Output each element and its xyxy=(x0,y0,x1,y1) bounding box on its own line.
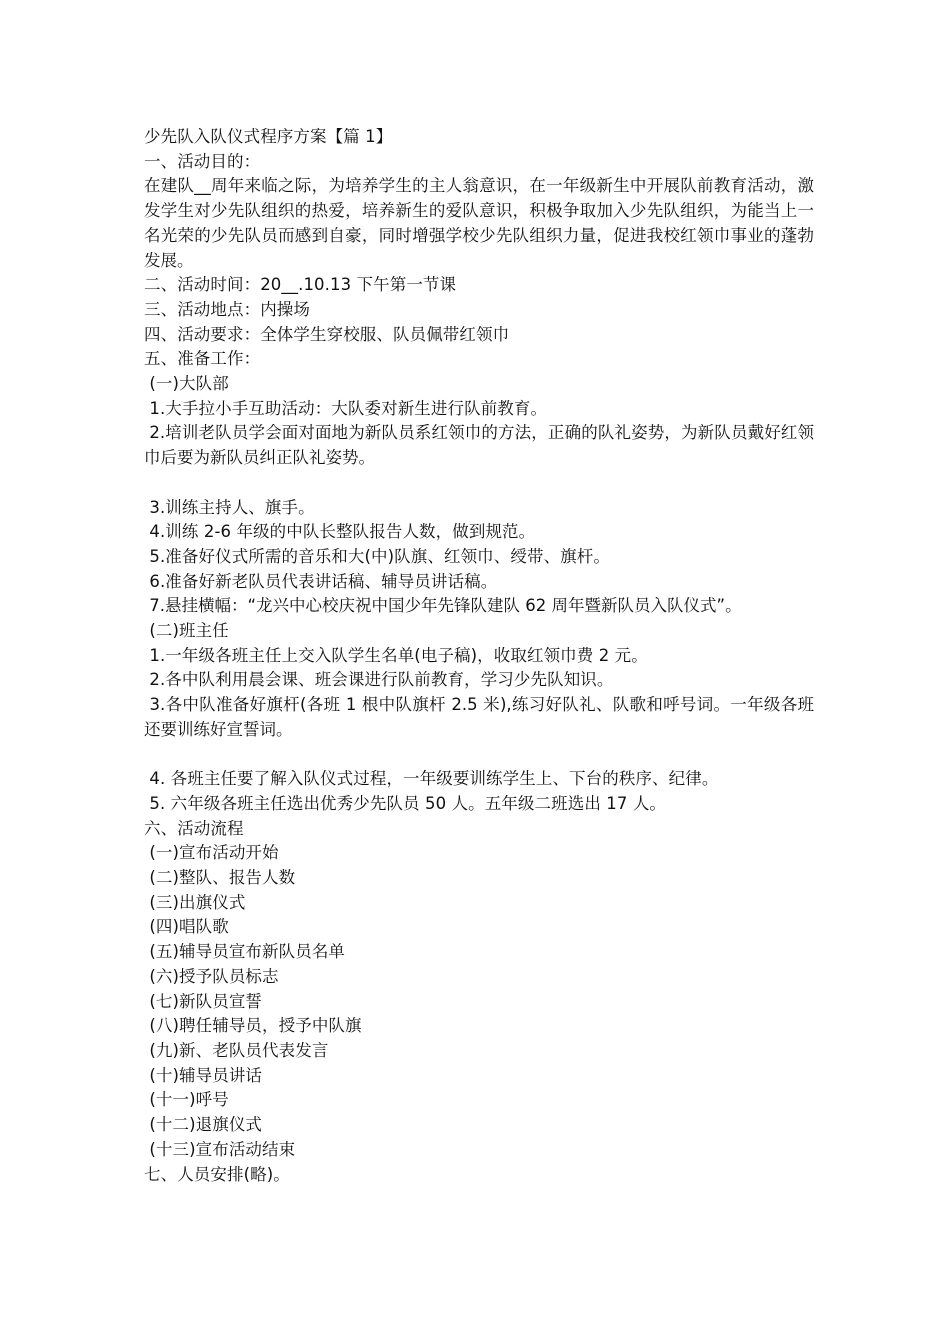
flow-item: (十二)退旗仪式 xyxy=(144,1115,263,1135)
section5-heading: 五、准备工作： xyxy=(144,349,261,369)
section1-heading: 一、活动目的： xyxy=(144,151,261,171)
prep-b-heading: (二)班主任 xyxy=(144,621,229,641)
prep-a-item: 3.训练主持人、旗手。 xyxy=(144,497,315,517)
prep-b-item: 4. 各班主任要了解入队仪式过程，一年级要训练学生上、下台的秩序、纪律。 xyxy=(144,769,719,789)
prep-a-item: 7.悬挂横幅：“龙兴中心校庆祝中国少年先锋队建队 62 周年暨新队员入队仪式”。 xyxy=(144,596,742,616)
flow-item: (八)聘任辅导员，授予中队旗 xyxy=(144,1016,362,1036)
document-title: 少先队入队仪式程序方案【篇 1】 xyxy=(144,127,393,146)
prep-a-item: 6.准备好新老队员代表讲话稿、辅导员讲话稿。 xyxy=(144,571,498,591)
section7-staffing: 七、人员安排(略)。 xyxy=(144,1164,290,1184)
flow-item: (一)宣布活动开始 xyxy=(144,843,279,863)
flow-item: (十一)呼号 xyxy=(144,1090,229,1110)
prep-b-item: 5. 六年级各班主任选出优秀少先队员 50 人。五年级二班选出 17 人。 xyxy=(144,793,667,813)
prep-a-item: 5.准备好仪式所需的音乐和大(中)队旗、红领巾、绶带、旗杆。 xyxy=(144,546,610,566)
prep-a-item: 4.训练 2-6 年级的中队长整队报告人数，做到规范。 xyxy=(144,522,536,542)
prep-b-item: 1.一年级各班主任上交入队学生名单(电子稿)，收取红领巾费 2 元。 xyxy=(144,645,648,665)
flow-item: (五)辅导员宣布新队员名单 xyxy=(144,942,346,962)
flow-item: (二)整队、报告人数 xyxy=(144,868,296,888)
flow-item: (十)辅导员讲话 xyxy=(144,1065,263,1085)
prep-a-heading: (一)大队部 xyxy=(144,374,229,394)
flow-item: (四)唱队歌 xyxy=(144,917,229,937)
prep-b-item: 3.各中队准备好旗杆(各班 1 根中队旗杆 2.5 米),练习好队礼、队歌和呼号词。一年级各班还要训练好宣誓词。 xyxy=(144,695,814,739)
section2-time: 二、活动时间：20__.10.13 下午第一节课 xyxy=(144,275,457,295)
flow-item: (六)授予队员标志 xyxy=(144,966,279,986)
prep-b-item: 2.各中队利用晨会课、班会课进行队前教育，学习少先队知识。 xyxy=(144,670,614,690)
blank-line xyxy=(144,743,814,768)
flow-item: (三)出旗仪式 xyxy=(144,892,246,912)
flow-item: (七)新队员宣誓 xyxy=(144,991,263,1011)
flow-item: (九)新、老队员代表发言 xyxy=(144,1040,329,1060)
prep-a-item: 2.培训老队员学会面对面地为新队员系红领巾的方法，正确的队礼姿势，为新队员戴好红领巾后要为新队员纠正队礼姿势。 xyxy=(144,423,814,468)
blank-line xyxy=(144,471,814,496)
section4-requirements: 四、活动要求：全体学生穿校服、队员佩带红领巾 xyxy=(144,324,510,344)
document-body xyxy=(144,125,814,1187)
prep-a-item: 1.大手拉小手互助活动：大队委对新生进行队前教育。 xyxy=(144,398,548,418)
section6-heading: 六、活动流程 xyxy=(144,818,244,838)
section1-body: 在建队__周年来临之际，为培养学生的主人翁意识，在一年级新生中开展队前教育活动，激发学生对少先队组织的热爱，培养新生的爱队意识，积极争取加入少先队组织，为能当上一名光荣的少先队员而感到自豪，同时增强学校少先队组织力量，促进我校红领巾事业的蓬勃发展。 xyxy=(144,176,814,270)
flow-item: (十三)宣布活动结束 xyxy=(144,1139,296,1159)
section3-location: 三、活动地点：内操场 xyxy=(144,299,310,319)
